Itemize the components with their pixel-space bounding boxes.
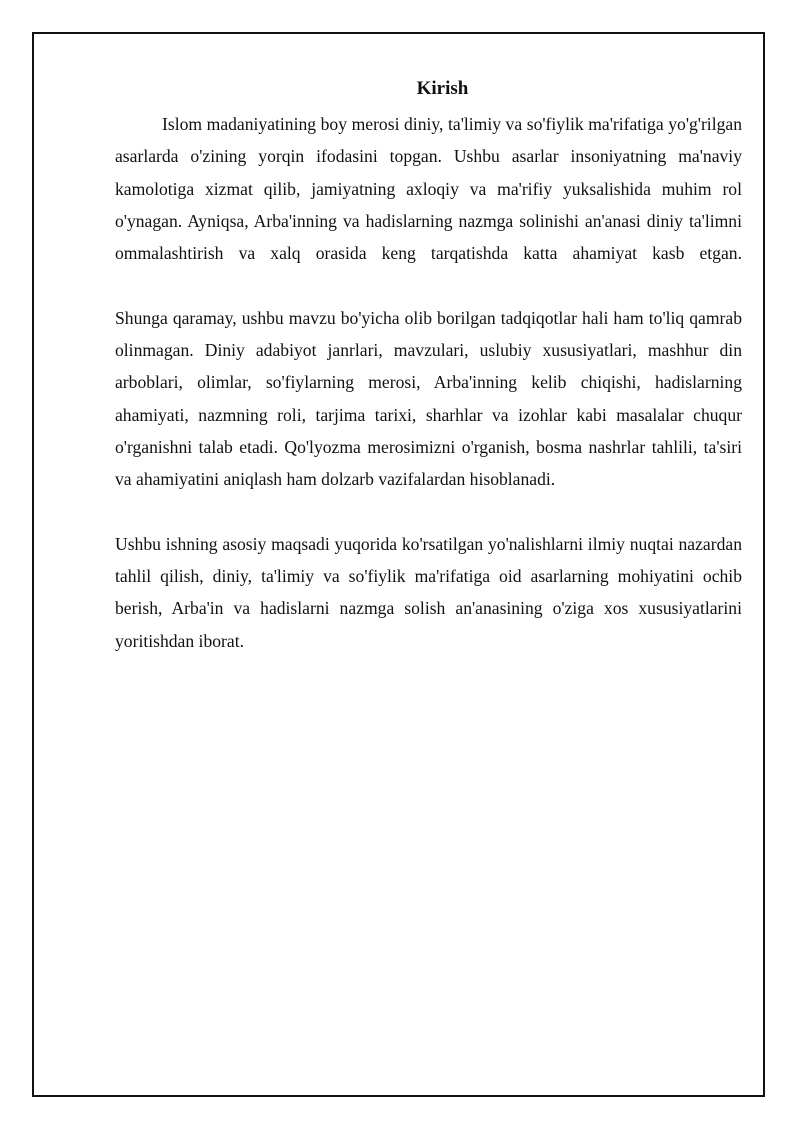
document-body: [115, 70, 742, 657]
paragraph-research-gap: Shunga qaramay, ushbu mavzu bo'yicha olib borilgan tadqiqotlar hali ham to'liq qamrab olinmagan. Diniy adabiyot janrlari, mavzulari, uslubiy xususiyatlari, mashhur din arboblari, olimlar, so'fiylarning merosi, Arba'inning kelib chiqishi, hadislarning ahamiyati, nazmning roli, tarjima tarixi, sharhlar va izohlar kabi masalalar chuqur o'rganishni talab etadi. Qo'lyozma merosimizni o'rganish, bosma nashrlar tahlili, ta'siri va ahamiyatini aniqlash ham dolzarb vazifalardan hisoblanadi.: [115, 307, 742, 490]
paragraph-spacer: [115, 269, 742, 301]
paragraph-aim: Ushbu ishning asosiy maqsadi yuqorida ko'rsatilgan yo'nalishlarni ilmiy nuqtai nazardan tahlil qilish, diniy, ta'limiy va so'fiylik ma'rifatiga oid asarlarning mohiyatini ochib berish, Arba'in va hadislarni nazmga solish an'anasining o'ziga xos xususiyatlarini yoritishdan iborat.: [115, 533, 742, 651]
paragraph-intro: Islom madaniyatining boy merosi diniy, ta'limiy va so'fiylik ma'rifatiga yo'g'rilgan asarlarda o'zining yorqin ifodasini topgan. Ushbu asarlar insoniyatning ma'naviy kamolotiga xizmat qilib, jamiyatning axloqiy va ma'rifiy yuksalishida muhim rol o'ynagan. Ayniqsa, Arba'inning va hadislarning nazmga solinishi an'anasi diniy ta'limni ommalashtirish va xalq orasida keng tarqatishda katta ahamiyat kasb etgan.: [115, 114, 742, 264]
paragraph-spacer: [115, 496, 742, 528]
document-title: Kirish: [416, 78, 469, 99]
